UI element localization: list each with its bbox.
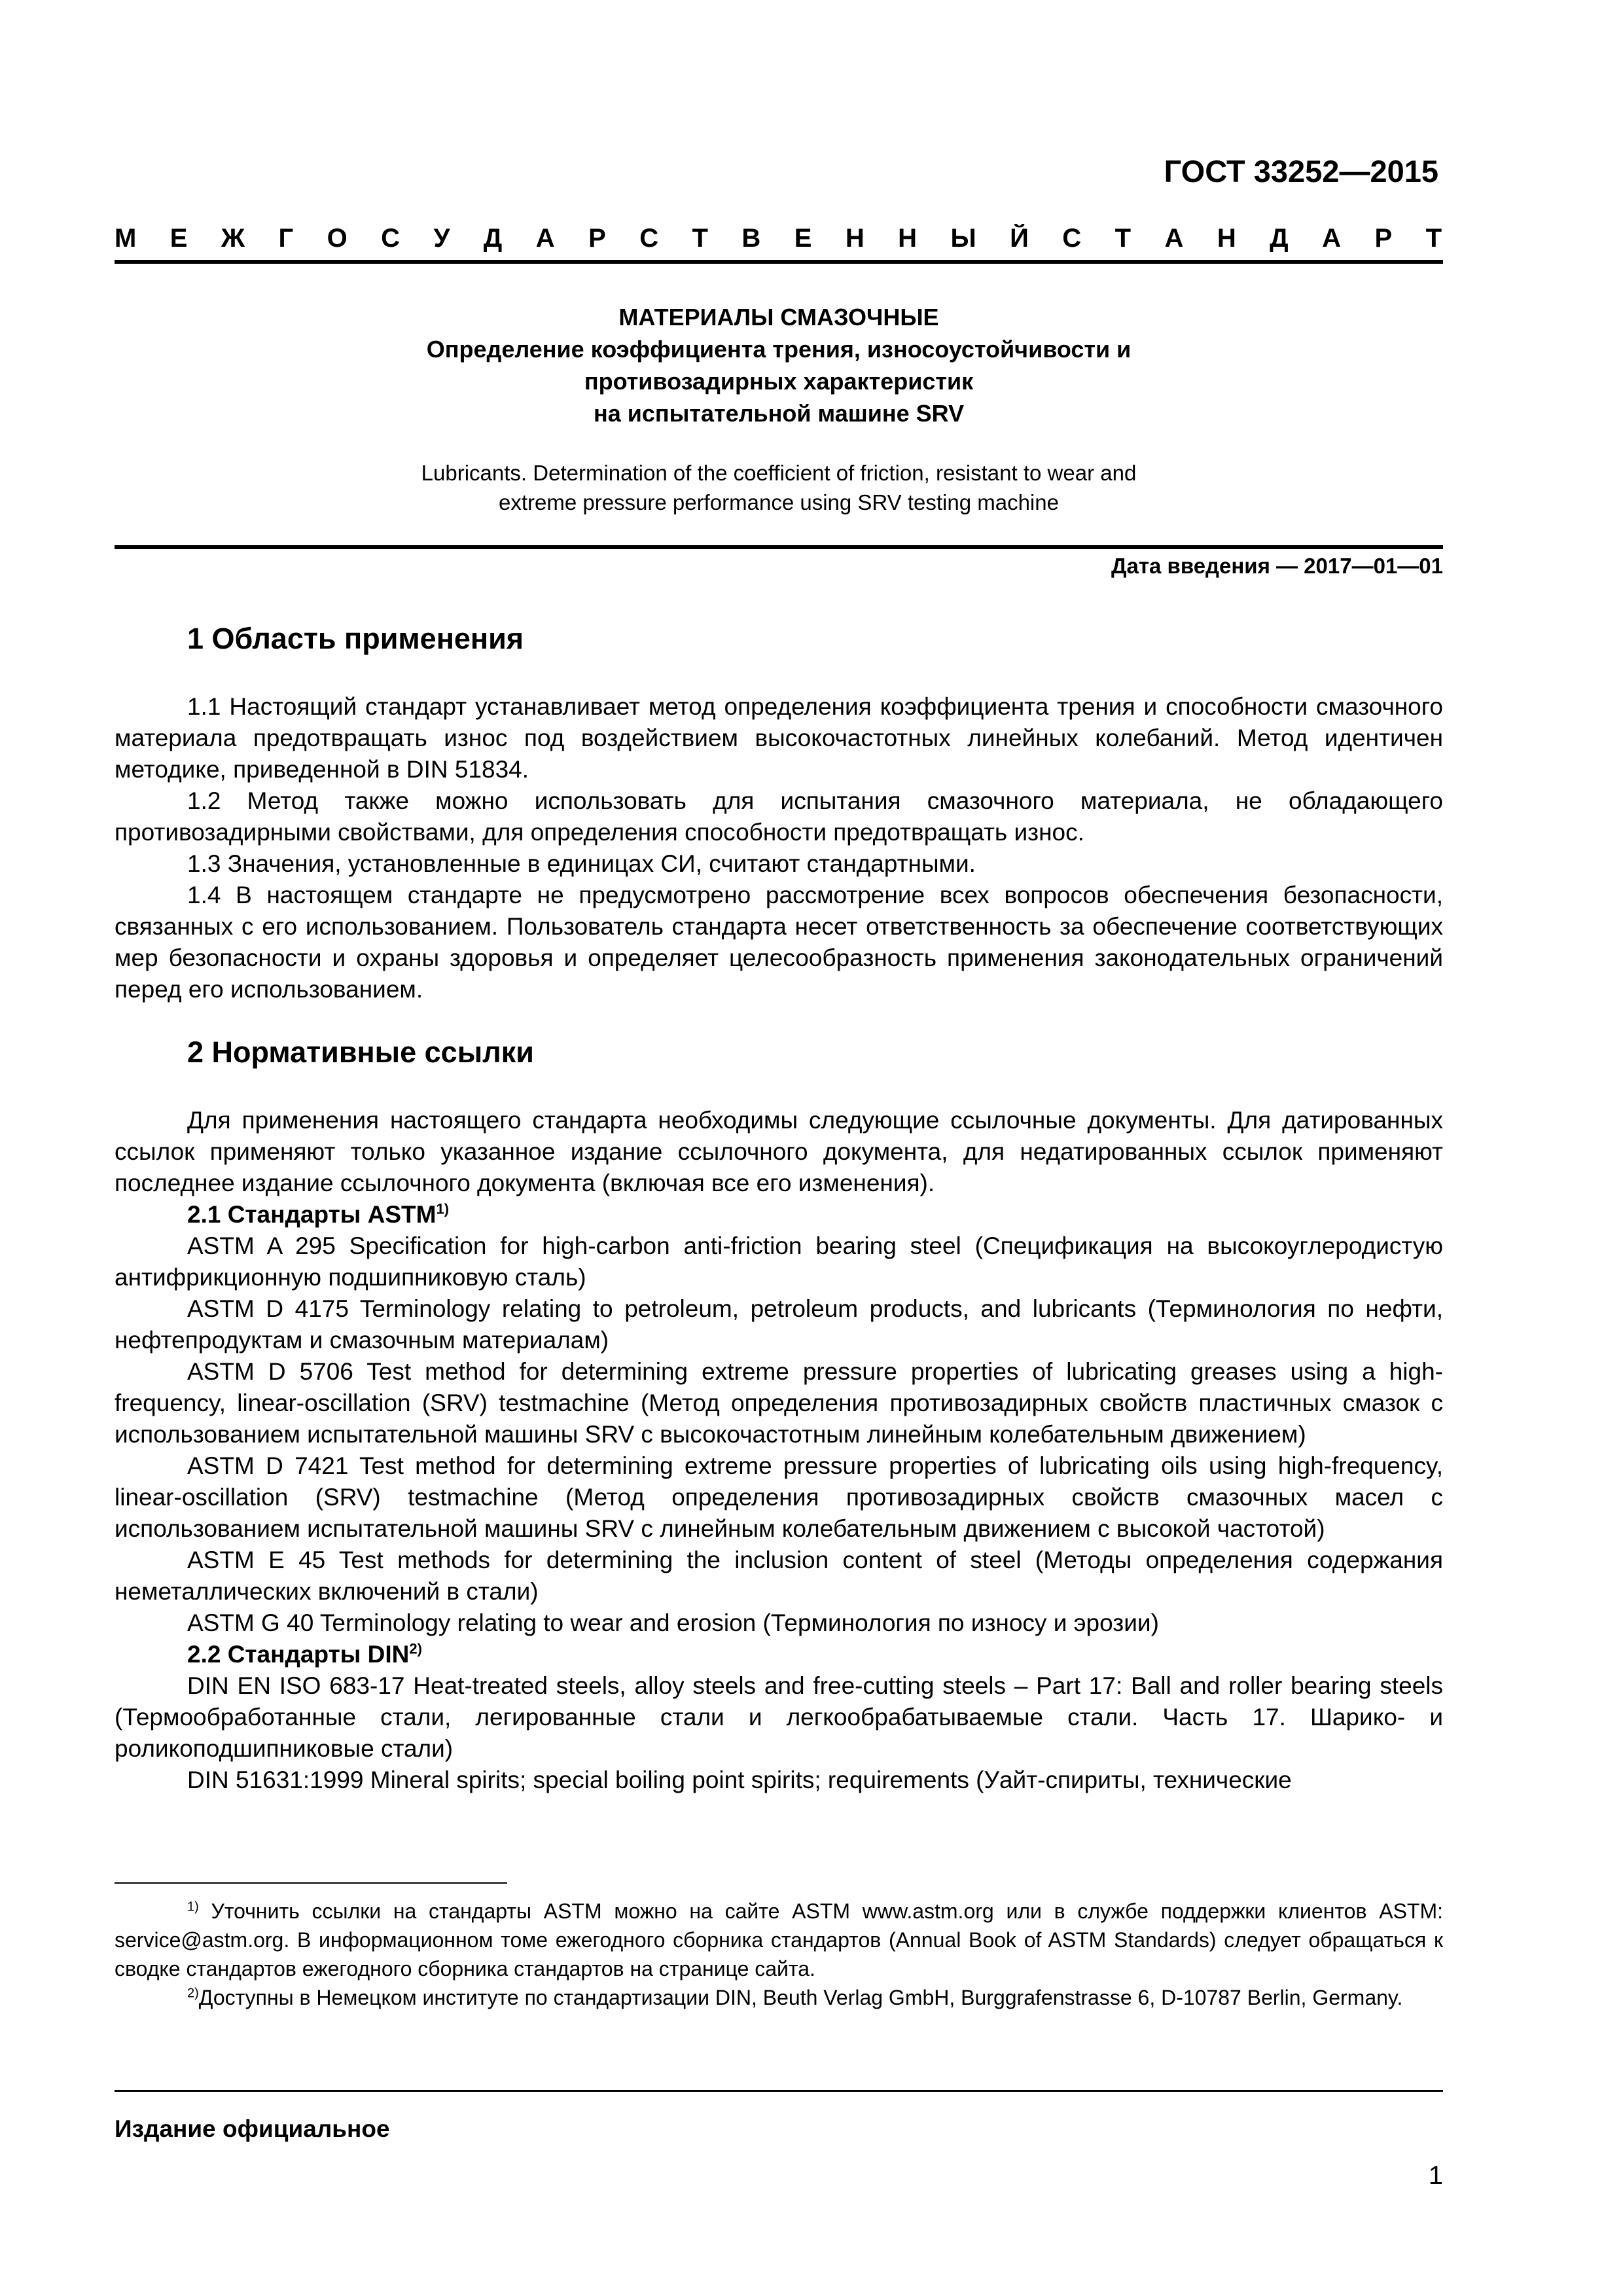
english-title-line: Lubricants. Determination of the coefficient of friction, resistant to wear and <box>421 461 1137 485</box>
footnotes <box>115 1897 1443 2012</box>
page-number: 1 <box>1428 2161 1443 2190</box>
paragraph: 1.1 Настоящий стандарт устанавливает метод определения коэффициента трения и способности смазочного материала предотвращать износ под воздействием высокочастотных линейных колебаний. Метод идентичен методике, приведенной в DIN 51834. <box>115 693 1443 783</box>
footer-rule <box>115 2090 1443 2092</box>
title-block <box>115 301 1443 429</box>
reference-item: ASTM E 45 Test methods for determining the inclusion content of steel (Методы определения содержания неметаллических включений в стали) <box>115 1547 1443 1605</box>
interstate-standard-banner: М Е Ж Г О С У Д А Р С Т В Е Н Н Ы Й С Т А Н Д А Р Т <box>115 224 1443 253</box>
footnote-ref-2: 2) <box>409 1640 422 1657</box>
subsection-din-title <box>115 1639 1443 1670</box>
english-title-line: extreme pressure performance using SRV testing machine <box>499 490 1059 514</box>
subsection-din-title-text: 2.2 Стандарты DIN <box>187 1641 410 1668</box>
paragraph: Для применения настоящего стандарта необходимы следующие ссылочные документы. Для датированных ссылок применяют только указанное издание ссылочного документа, для недатированных ссылок применяют последнее издание ссылочного документа (включая все его изменения). <box>115 1107 1443 1196</box>
reference-item: DIN 51631:1999 Mineral spirits; special boiling point spirits; requirements (Уайт-спириты, технические <box>187 1767 1292 1793</box>
footnote-separator <box>115 1882 507 1884</box>
reference-item: ASTM A 295 Specification for high-carbon anti-friction bearing steel (Спецификация на высокоуглеродистую антифрикционную подшипниковую сталь) <box>115 1232 1443 1291</box>
section-2-body <box>115 1105 1443 1796</box>
reference-item: ASTM D 7421 Test method for determining extreme pressure properties of lubricating oils using high-frequency, linear-oscillation (SRV) testmachine (Метод определения противозадирных свойств смазочных масел с использованием испытательной машины SRV с линейным колебательным движением с высокой частотой) <box>115 1452 1443 1542</box>
paragraph: 1.3 Значения, установленные в единицах СИ, считают стандартными. <box>187 850 976 877</box>
title-line: противозадирных характеристик <box>584 368 974 395</box>
subsection-astm-title <box>115 1199 1443 1230</box>
section-1-body <box>115 691 1443 1005</box>
footnote-text: Доступны в Немецком институте по стандартизации DIN, Beuth Verlag GmbH, Burggrafenstrasse 6, D-10787 Berlin, Germany. <box>198 1986 1403 2009</box>
english-title <box>115 458 1443 517</box>
section-1-heading: 1 Область применения <box>187 622 524 655</box>
paragraph: 1.4 В настоящем стандарте не предусмотрено рассмотрение всех вопросов обеспечения безопасности, связанных с его использованием. Пользователь стандарта несет ответственность за обеспечение соответствующих мер безопасности и охраны здоровья и определяет целесообразность применения законодательных ограничений перед его использованием. <box>115 882 1443 1003</box>
reference-item: ASTM D 5706 Test method for determining extreme pressure properties of lubricating greases using a high-frequency, linear-oscillation (SRV) testmachine (Метод определения противозадирных свойств пластичных смазок с использованием испытательной машины SRV с высокочастотным линейным колебательным движением) <box>115 1358 1443 1448</box>
footnote-mark: 1) <box>187 1899 199 1914</box>
header-rule <box>115 260 1443 264</box>
paragraph: 1.2 Метод также можно использовать для испытания смазочного материала, не обладающего противозадирными свойствами, для определения способности предотвращать износ. <box>115 787 1443 846</box>
footnote-ref-1: 1) <box>436 1200 450 1217</box>
title-line: МАТЕРИАЛЫ СМАЗОЧНЫЕ <box>618 304 939 331</box>
footnote-1 <box>115 1897 1443 1983</box>
reference-item: DIN EN ISO 683-17 Heat-treated steels, alloy steels and free-cutting steels – Part 17: Ball and roller bearing steels (Термообработанные стали, легированные стали и легкообрабатываемые стали. Часть 17. Шарико- и роликоподшипниковые стали) <box>115 1672 1443 1762</box>
section-2-heading: 2 Нормативные ссылки <box>187 1035 534 1069</box>
intro-date: Дата введения — 2017—01—01 <box>1111 554 1443 578</box>
reference-item: ASTM G 40 Terminology relating to wear and erosion (Терминология по износу и эрозии) <box>187 1609 1159 1636</box>
subsection-astm-title-text: 2.1 Стандарты ASTM <box>187 1201 437 1228</box>
footnote-2 <box>115 1983 1443 2012</box>
gost-number: ГОСТ 33252—2015 <box>1164 154 1438 188</box>
official-edition-label: Издание официальное <box>115 2115 390 2142</box>
reference-item: ASTM D 4175 Terminology relating to petroleum, petroleum products, and lubricants (Терминология по нефти, нефтепродуктам и смазочным материалам) <box>115 1295 1443 1354</box>
title-rule <box>115 545 1443 549</box>
footnote-mark: 2) <box>187 1986 199 2001</box>
footnote-text: Уточнить ссылки на стандарты ASTM можно на сайте ASTM www.astm.org или в службе поддержки клиентов ASTM: service@astm.org. В информационном томе ежегодного сборника стандартов (Annual Book of ASTM Standards) следует обращаться к сводке стандартов ежегодного сборника стандартов на странице сайта. <box>115 1899 1443 1981</box>
title-line: на испытательной машине SRV <box>593 400 965 427</box>
title-line: Определение коэффициента трения, износоустойчивости и <box>426 336 1132 363</box>
